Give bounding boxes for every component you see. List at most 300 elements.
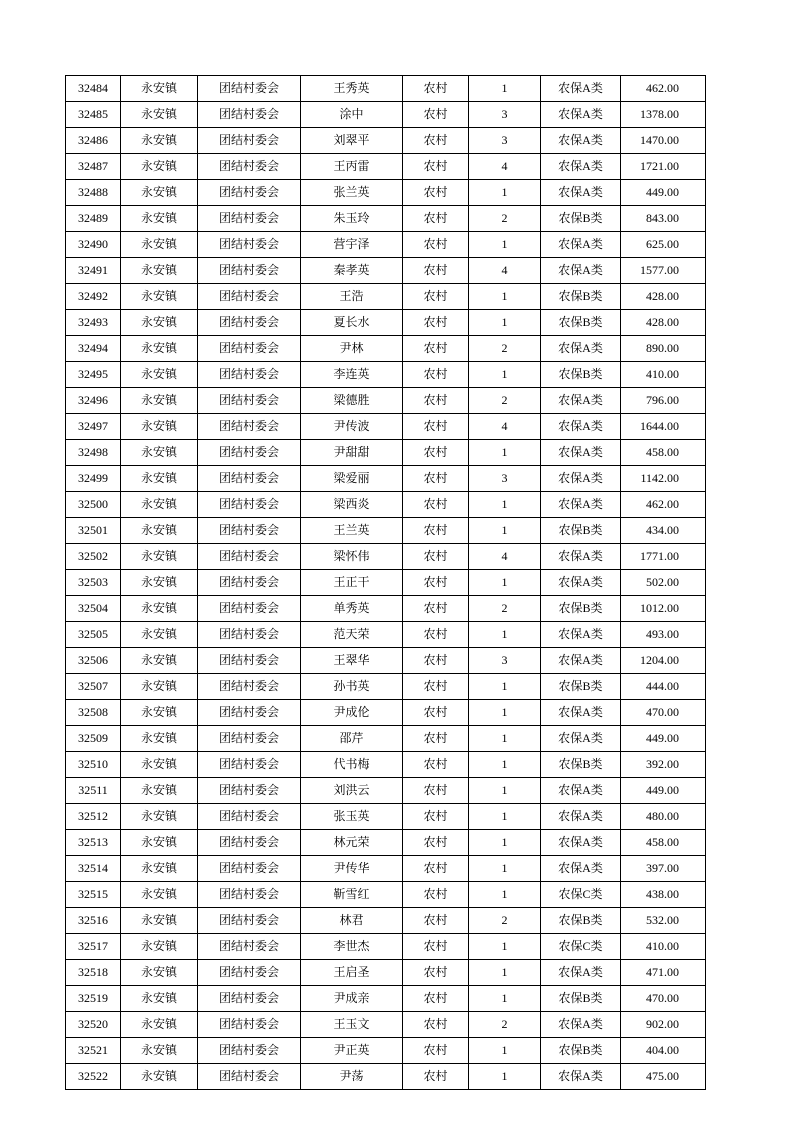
cell-row-id: 32486 — [66, 128, 121, 154]
cell-row-id: 32495 — [66, 362, 121, 388]
cell-amount: 428.00 — [621, 284, 706, 310]
cell-person-name: 王秀英 — [301, 76, 403, 102]
cell-person-name: 梁西炎 — [301, 492, 403, 518]
cell-residence-type: 农村 — [403, 206, 469, 232]
cell-person-count: 2 — [469, 908, 541, 934]
cell-village: 团结村委会 — [198, 76, 301, 102]
cell-residence-type: 农村 — [403, 232, 469, 258]
cell-town: 永安镇 — [121, 258, 198, 284]
cell-insurance-category: 农保A类 — [541, 466, 621, 492]
cell-person-count: 1 — [469, 1064, 541, 1090]
cell-insurance-category: 农保A类 — [541, 180, 621, 206]
cell-village: 团结村委会 — [198, 674, 301, 700]
cell-person-name: 刘翠平 — [301, 128, 403, 154]
cell-village: 团结村委会 — [198, 882, 301, 908]
cell-insurance-category: 农保B类 — [541, 362, 621, 388]
cell-residence-type: 农村 — [403, 154, 469, 180]
cell-residence-type: 农村 — [403, 986, 469, 1012]
cell-residence-type: 农村 — [403, 492, 469, 518]
cell-amount: 1012.00 — [621, 596, 706, 622]
cell-town: 永安镇 — [121, 778, 198, 804]
table-row — [66, 1064, 706, 1090]
cell-insurance-category: 农保A类 — [541, 76, 621, 102]
cell-person-count: 1 — [469, 440, 541, 466]
cell-insurance-category: 农保A类 — [541, 258, 621, 284]
cell-row-id: 32513 — [66, 830, 121, 856]
table-row — [66, 440, 706, 466]
cell-amount: 890.00 — [621, 336, 706, 362]
cell-town: 永安镇 — [121, 908, 198, 934]
table-row — [66, 518, 706, 544]
table-row — [66, 180, 706, 206]
cell-amount: 471.00 — [621, 960, 706, 986]
table-row — [66, 544, 706, 570]
cell-row-id: 32520 — [66, 1012, 121, 1038]
cell-amount: 404.00 — [621, 1038, 706, 1064]
cell-person-count: 1 — [469, 934, 541, 960]
cell-person-name: 尹传波 — [301, 414, 403, 440]
cell-town: 永安镇 — [121, 180, 198, 206]
table-row — [66, 232, 706, 258]
cell-person-name: 李连英 — [301, 362, 403, 388]
cell-row-id: 32503 — [66, 570, 121, 596]
cell-residence-type: 农村 — [403, 752, 469, 778]
cell-town: 永安镇 — [121, 960, 198, 986]
cell-village: 团结村委会 — [198, 1038, 301, 1064]
table-row — [66, 76, 706, 102]
table-row — [66, 492, 706, 518]
cell-row-id: 32484 — [66, 76, 121, 102]
cell-residence-type: 农村 — [403, 336, 469, 362]
cell-insurance-category: 农保B类 — [541, 986, 621, 1012]
table-row — [66, 674, 706, 700]
cell-person-name: 李世杰 — [301, 934, 403, 960]
cell-town: 永安镇 — [121, 466, 198, 492]
cell-residence-type: 农村 — [403, 648, 469, 674]
table-row — [66, 908, 706, 934]
cell-town: 永安镇 — [121, 232, 198, 258]
cell-village: 团结村委会 — [198, 570, 301, 596]
cell-village: 团结村委会 — [198, 934, 301, 960]
cell-residence-type: 农村 — [403, 830, 469, 856]
cell-village: 团结村委会 — [198, 544, 301, 570]
cell-insurance-category: 农保A类 — [541, 388, 621, 414]
cell-town: 永安镇 — [121, 934, 198, 960]
cell-town: 永安镇 — [121, 700, 198, 726]
cell-amount: 410.00 — [621, 934, 706, 960]
cell-village: 团结村委会 — [198, 206, 301, 232]
cell-village: 团结村委会 — [198, 180, 301, 206]
cell-row-id: 32499 — [66, 466, 121, 492]
cell-insurance-category: 农保A类 — [541, 128, 621, 154]
cell-person-count: 1 — [469, 986, 541, 1012]
cell-person-count: 1 — [469, 882, 541, 908]
cell-insurance-category: 农保A类 — [541, 544, 621, 570]
cell-amount: 1378.00 — [621, 102, 706, 128]
cell-row-id: 32510 — [66, 752, 121, 778]
cell-town: 永安镇 — [121, 752, 198, 778]
cell-residence-type: 农村 — [403, 128, 469, 154]
table-row — [66, 102, 706, 128]
cell-village: 团结村委会 — [198, 310, 301, 336]
cell-residence-type: 农村 — [403, 856, 469, 882]
cell-town: 永安镇 — [121, 648, 198, 674]
cell-amount: 796.00 — [621, 388, 706, 414]
table-row — [66, 570, 706, 596]
cell-person-count: 3 — [469, 128, 541, 154]
cell-residence-type: 农村 — [403, 258, 469, 284]
cell-town: 永安镇 — [121, 986, 198, 1012]
cell-village: 团结村委会 — [198, 856, 301, 882]
cell-person-count: 1 — [469, 674, 541, 700]
cell-town: 永安镇 — [121, 284, 198, 310]
cell-person-count: 1 — [469, 778, 541, 804]
cell-person-count: 3 — [469, 466, 541, 492]
table-row — [66, 986, 706, 1012]
cell-town: 永安镇 — [121, 544, 198, 570]
cell-insurance-category: 农保A类 — [541, 102, 621, 128]
cell-insurance-category: 农保A类 — [541, 700, 621, 726]
cell-residence-type: 农村 — [403, 1038, 469, 1064]
cell-insurance-category: 农保A类 — [541, 154, 621, 180]
cell-amount: 392.00 — [621, 752, 706, 778]
cell-row-id: 32498 — [66, 440, 121, 466]
cell-residence-type: 农村 — [403, 622, 469, 648]
cell-residence-type: 农村 — [403, 908, 469, 934]
cell-amount: 480.00 — [621, 804, 706, 830]
cell-residence-type: 农村 — [403, 1012, 469, 1038]
cell-row-id: 32506 — [66, 648, 121, 674]
cell-village: 团结村委会 — [198, 908, 301, 934]
cell-residence-type: 农村 — [403, 518, 469, 544]
cell-insurance-category: 农保A类 — [541, 440, 621, 466]
cell-row-id: 32496 — [66, 388, 121, 414]
cell-insurance-category: 农保B类 — [541, 596, 621, 622]
cell-person-name: 刘洪云 — [301, 778, 403, 804]
cell-village: 团结村委会 — [198, 1064, 301, 1090]
cell-row-id: 32508 — [66, 700, 121, 726]
cell-residence-type: 农村 — [403, 778, 469, 804]
cell-town: 永安镇 — [121, 596, 198, 622]
cell-row-id: 32511 — [66, 778, 121, 804]
cell-town: 永安镇 — [121, 726, 198, 752]
cell-town: 永安镇 — [121, 882, 198, 908]
cell-person-name: 林元荣 — [301, 830, 403, 856]
cell-village: 团结村委会 — [198, 804, 301, 830]
cell-row-id: 32507 — [66, 674, 121, 700]
cell-village: 团结村委会 — [198, 726, 301, 752]
cell-town: 永安镇 — [121, 102, 198, 128]
cell-person-name: 王正干 — [301, 570, 403, 596]
cell-row-id: 32501 — [66, 518, 121, 544]
cell-amount: 470.00 — [621, 986, 706, 1012]
cell-town: 永安镇 — [121, 336, 198, 362]
table-row — [66, 700, 706, 726]
cell-village: 团结村委会 — [198, 752, 301, 778]
cell-amount: 410.00 — [621, 362, 706, 388]
cell-person-count: 4 — [469, 414, 541, 440]
cell-insurance-category: 农保B类 — [541, 206, 621, 232]
cell-amount: 458.00 — [621, 830, 706, 856]
cell-residence-type: 农村 — [403, 440, 469, 466]
table-row — [66, 284, 706, 310]
cell-residence-type: 农村 — [403, 414, 469, 440]
cell-person-name: 林君 — [301, 908, 403, 934]
cell-town: 永安镇 — [121, 440, 198, 466]
cell-person-name: 尹传华 — [301, 856, 403, 882]
cell-town: 永安镇 — [121, 804, 198, 830]
cell-amount: 444.00 — [621, 674, 706, 700]
cell-residence-type: 农村 — [403, 934, 469, 960]
cell-person-name: 尹林 — [301, 336, 403, 362]
cell-residence-type: 农村 — [403, 1064, 469, 1090]
cell-village: 团结村委会 — [198, 102, 301, 128]
cell-person-name: 靳雪红 — [301, 882, 403, 908]
cell-row-id: 32500 — [66, 492, 121, 518]
table-row — [66, 648, 706, 674]
cell-amount: 434.00 — [621, 518, 706, 544]
cell-insurance-category: 农保A类 — [541, 336, 621, 362]
table-row — [66, 882, 706, 908]
cell-person-name: 朱玉玲 — [301, 206, 403, 232]
cell-row-id: 32487 — [66, 154, 121, 180]
cell-person-count: 3 — [469, 648, 541, 674]
cell-person-name: 尹甜甜 — [301, 440, 403, 466]
cell-row-id: 32522 — [66, 1064, 121, 1090]
cell-insurance-category: 农保B类 — [541, 1038, 621, 1064]
cell-residence-type: 农村 — [403, 362, 469, 388]
cell-town: 永安镇 — [121, 154, 198, 180]
cell-person-count: 4 — [469, 544, 541, 570]
cell-person-name: 夏长水 — [301, 310, 403, 336]
cell-person-name: 涂中 — [301, 102, 403, 128]
cell-person-count: 1 — [469, 518, 541, 544]
cell-person-count: 1 — [469, 622, 541, 648]
cell-amount: 470.00 — [621, 700, 706, 726]
cell-amount: 1644.00 — [621, 414, 706, 440]
cell-person-count: 2 — [469, 388, 541, 414]
cell-row-id: 32504 — [66, 596, 121, 622]
cell-person-count: 1 — [469, 830, 541, 856]
cell-person-name: 尹成伦 — [301, 700, 403, 726]
cell-amount: 428.00 — [621, 310, 706, 336]
cell-residence-type: 农村 — [403, 960, 469, 986]
cell-person-count: 4 — [469, 154, 541, 180]
cell-person-count: 1 — [469, 180, 541, 206]
cell-amount: 843.00 — [621, 206, 706, 232]
cell-insurance-category: 农保A类 — [541, 804, 621, 830]
cell-row-id: 32516 — [66, 908, 121, 934]
cell-town: 永安镇 — [121, 492, 198, 518]
cell-person-count: 4 — [469, 258, 541, 284]
cell-amount: 1142.00 — [621, 466, 706, 492]
table-row — [66, 804, 706, 830]
cell-village: 团结村委会 — [198, 960, 301, 986]
cell-amount: 902.00 — [621, 1012, 706, 1038]
cell-person-count: 3 — [469, 102, 541, 128]
cell-insurance-category: 农保B类 — [541, 518, 621, 544]
cell-row-id: 32502 — [66, 544, 121, 570]
cell-town: 永安镇 — [121, 76, 198, 102]
table-row — [66, 414, 706, 440]
cell-insurance-category: 农保B类 — [541, 284, 621, 310]
cell-village: 团结村委会 — [198, 648, 301, 674]
cell-row-id: 32497 — [66, 414, 121, 440]
cell-person-count: 1 — [469, 76, 541, 102]
cell-insurance-category: 农保A类 — [541, 232, 621, 258]
cell-amount: 462.00 — [621, 76, 706, 102]
cell-person-count: 1 — [469, 310, 541, 336]
cell-amount: 1470.00 — [621, 128, 706, 154]
table-row — [66, 206, 706, 232]
cell-row-id: 32490 — [66, 232, 121, 258]
cell-insurance-category: 农保A类 — [541, 1064, 621, 1090]
cell-residence-type: 农村 — [403, 544, 469, 570]
table-row — [66, 336, 706, 362]
cell-row-id: 32512 — [66, 804, 121, 830]
cell-person-name: 王丙雷 — [301, 154, 403, 180]
cell-amount: 397.00 — [621, 856, 706, 882]
cell-residence-type: 农村 — [403, 570, 469, 596]
cell-amount: 493.00 — [621, 622, 706, 648]
cell-row-id: 32515 — [66, 882, 121, 908]
table-row — [66, 778, 706, 804]
cell-residence-type: 农村 — [403, 284, 469, 310]
cell-person-count: 1 — [469, 726, 541, 752]
cell-amount: 1771.00 — [621, 544, 706, 570]
cell-row-id: 32492 — [66, 284, 121, 310]
cell-village: 团结村委会 — [198, 596, 301, 622]
cell-person-count: 1 — [469, 284, 541, 310]
cell-village: 团结村委会 — [198, 388, 301, 414]
table-row — [66, 362, 706, 388]
cell-village: 团结村委会 — [198, 622, 301, 648]
table-row — [66, 934, 706, 960]
table-row — [66, 856, 706, 882]
table-row — [66, 154, 706, 180]
cell-row-id: 32518 — [66, 960, 121, 986]
cell-residence-type: 农村 — [403, 388, 469, 414]
cell-insurance-category: 农保A类 — [541, 492, 621, 518]
cell-residence-type: 农村 — [403, 700, 469, 726]
cell-person-count: 1 — [469, 1038, 541, 1064]
cell-amount: 625.00 — [621, 232, 706, 258]
cell-residence-type: 农村 — [403, 596, 469, 622]
cell-insurance-category: 农保B类 — [541, 674, 621, 700]
cell-person-name: 孙书英 — [301, 674, 403, 700]
cell-residence-type: 农村 — [403, 882, 469, 908]
cell-town: 永安镇 — [121, 128, 198, 154]
cell-row-id: 32509 — [66, 726, 121, 752]
cell-person-count: 1 — [469, 700, 541, 726]
cell-row-id: 32514 — [66, 856, 121, 882]
table-row — [66, 466, 706, 492]
cell-residence-type: 农村 — [403, 76, 469, 102]
cell-village: 团结村委会 — [198, 414, 301, 440]
cell-person-name: 梁怀伟 — [301, 544, 403, 570]
table-row — [66, 128, 706, 154]
cell-amount: 438.00 — [621, 882, 706, 908]
cell-insurance-category: 农保A类 — [541, 648, 621, 674]
cell-person-count: 1 — [469, 856, 541, 882]
cell-insurance-category: 农保A类 — [541, 856, 621, 882]
cell-amount: 449.00 — [621, 778, 706, 804]
cell-row-id: 32493 — [66, 310, 121, 336]
cell-insurance-category: 农保A类 — [541, 960, 621, 986]
table-row — [66, 960, 706, 986]
cell-insurance-category: 农保A类 — [541, 830, 621, 856]
cell-village: 团结村委会 — [198, 1012, 301, 1038]
cell-village: 团结村委会 — [198, 284, 301, 310]
table-row — [66, 622, 706, 648]
cell-amount: 532.00 — [621, 908, 706, 934]
cell-amount: 458.00 — [621, 440, 706, 466]
table-body — [66, 76, 706, 1090]
cell-row-id: 32519 — [66, 986, 121, 1012]
cell-person-name: 秦孝英 — [301, 258, 403, 284]
cell-person-name: 张兰英 — [301, 180, 403, 206]
table-row — [66, 596, 706, 622]
benefits-table — [65, 75, 706, 1090]
cell-person-count: 1 — [469, 492, 541, 518]
cell-village: 团结村委会 — [198, 466, 301, 492]
cell-village: 团结村委会 — [198, 986, 301, 1012]
cell-person-count: 1 — [469, 960, 541, 986]
cell-amount: 462.00 — [621, 492, 706, 518]
cell-residence-type: 农村 — [403, 674, 469, 700]
cell-row-id: 32488 — [66, 180, 121, 206]
cell-residence-type: 农村 — [403, 102, 469, 128]
cell-person-name: 尹荡 — [301, 1064, 403, 1090]
cell-amount: 475.00 — [621, 1064, 706, 1090]
cell-village: 团结村委会 — [198, 154, 301, 180]
cell-town: 永安镇 — [121, 674, 198, 700]
cell-village: 团结村委会 — [198, 830, 301, 856]
table-row — [66, 1038, 706, 1064]
cell-village: 团结村委会 — [198, 492, 301, 518]
cell-person-name: 代书梅 — [301, 752, 403, 778]
cell-village: 团结村委会 — [198, 128, 301, 154]
cell-row-id: 32517 — [66, 934, 121, 960]
cell-insurance-category: 农保A类 — [541, 622, 621, 648]
cell-residence-type: 农村 — [403, 726, 469, 752]
cell-person-name: 王玉文 — [301, 1012, 403, 1038]
cell-row-id: 32485 — [66, 102, 121, 128]
cell-person-count: 1 — [469, 362, 541, 388]
cell-town: 永安镇 — [121, 622, 198, 648]
cell-person-count: 2 — [469, 206, 541, 232]
cell-row-id: 32494 — [66, 336, 121, 362]
cell-town: 永安镇 — [121, 414, 198, 440]
cell-village: 团结村委会 — [198, 258, 301, 284]
cell-person-name: 尹正英 — [301, 1038, 403, 1064]
cell-town: 永安镇 — [121, 388, 198, 414]
cell-village: 团结村委会 — [198, 336, 301, 362]
cell-person-count: 1 — [469, 804, 541, 830]
cell-person-count: 1 — [469, 570, 541, 596]
cell-person-name: 王兰英 — [301, 518, 403, 544]
table-row — [66, 830, 706, 856]
cell-insurance-category: 农保C类 — [541, 882, 621, 908]
cell-person-name: 梁爱丽 — [301, 466, 403, 492]
cell-person-name: 尹成亲 — [301, 986, 403, 1012]
cell-amount: 502.00 — [621, 570, 706, 596]
cell-residence-type: 农村 — [403, 466, 469, 492]
cell-town: 永安镇 — [121, 1012, 198, 1038]
cell-town: 永安镇 — [121, 1064, 198, 1090]
cell-amount: 1204.00 — [621, 648, 706, 674]
cell-amount: 449.00 — [621, 180, 706, 206]
